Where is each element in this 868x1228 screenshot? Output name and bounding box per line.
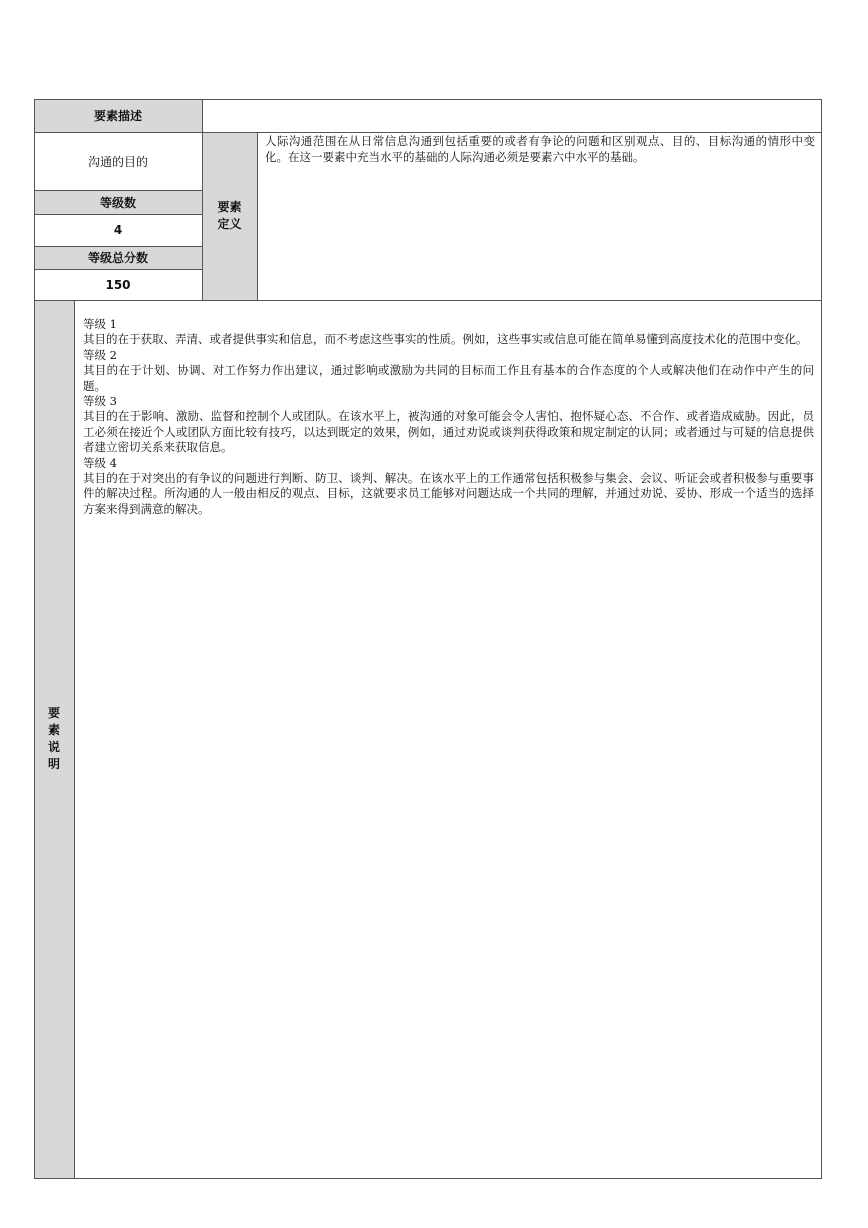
level-2-title: 等级 2: [83, 347, 117, 362]
total-score-label: 等级总分数: [87, 251, 148, 265]
border-h6: [34, 300, 822, 301]
purpose-cell: 沟通的目的: [87, 154, 148, 169]
level-count-value: 4: [113, 223, 123, 237]
description-label: 要素说明: [47, 706, 60, 771]
level-count-label: 等级数: [99, 195, 136, 210]
level-1-text: 其目的在于获取、弄清、或者提供事实和信息，而不考虑这些事实的性质。例如，这些事实或信息可能在简单易懂到高度技术化的范围中变化。: [83, 332, 808, 347]
definition-label: 要素定义: [217, 200, 242, 231]
level-3-title: 等级 3: [83, 394, 117, 409]
levels-description: [83, 317, 814, 517]
border-v2: [257, 132, 258, 300]
definition-text: 人际沟通范围在从日常信息沟通到包括重要的或者有争论的问题和区别观点、目的、目标沟通的情形中变化。在这一要素中充当水平的基础的人际沟通必须是要素六中水平的基础。: [265, 134, 815, 164]
level-1-title: 等级 1: [83, 317, 117, 331]
level-3-text: 其目的在于影响、激励、监督和控制个人或团队。在该水平上，被沟通的对象可能会令人害怕、抱怀疑心态、不合作、或者造成威胁。因此，员工必须在接近个人或团队方面比较有技巧，以达到既定的效果，例如，通过劝说或谈判获得政策和规定制定的认同；或者通过与可疑的信息提供者建立密切关系来获取信息。: [83, 409, 814, 455]
level-2-text: 其目的在于计划、协调、对工作努力作出建议，通过影响或激励为共同的目标而工作且有基本的合作态度的个人或解决他们在动作中产生的问题。: [83, 363, 814, 393]
description-label-wrap: [34, 300, 74, 1178]
border-v3: [74, 300, 75, 1178]
level-4-title: 等级 4: [83, 455, 117, 470]
level-4-text: 其目的在于对突出的有争议的问题进行判断、防卫、谈判、解决。在该水平上的工作通常包括积极参与集会、会议、听证会或者积极参与重要事件的解决过程。所沟通的人一般由相反的观点、目标，这就要求员工能够对问题达成一个共同的理解，并通过劝说、妥协、形成一个适当的选择方案来得到满意的解决。: [83, 471, 814, 516]
border-right: [821, 99, 822, 1179]
total-score-value: 150: [105, 277, 131, 292]
element-description-header: 要素描述: [93, 109, 142, 123]
definition-label-wrap: [202, 132, 257, 300]
border-bottom: [34, 1178, 822, 1179]
